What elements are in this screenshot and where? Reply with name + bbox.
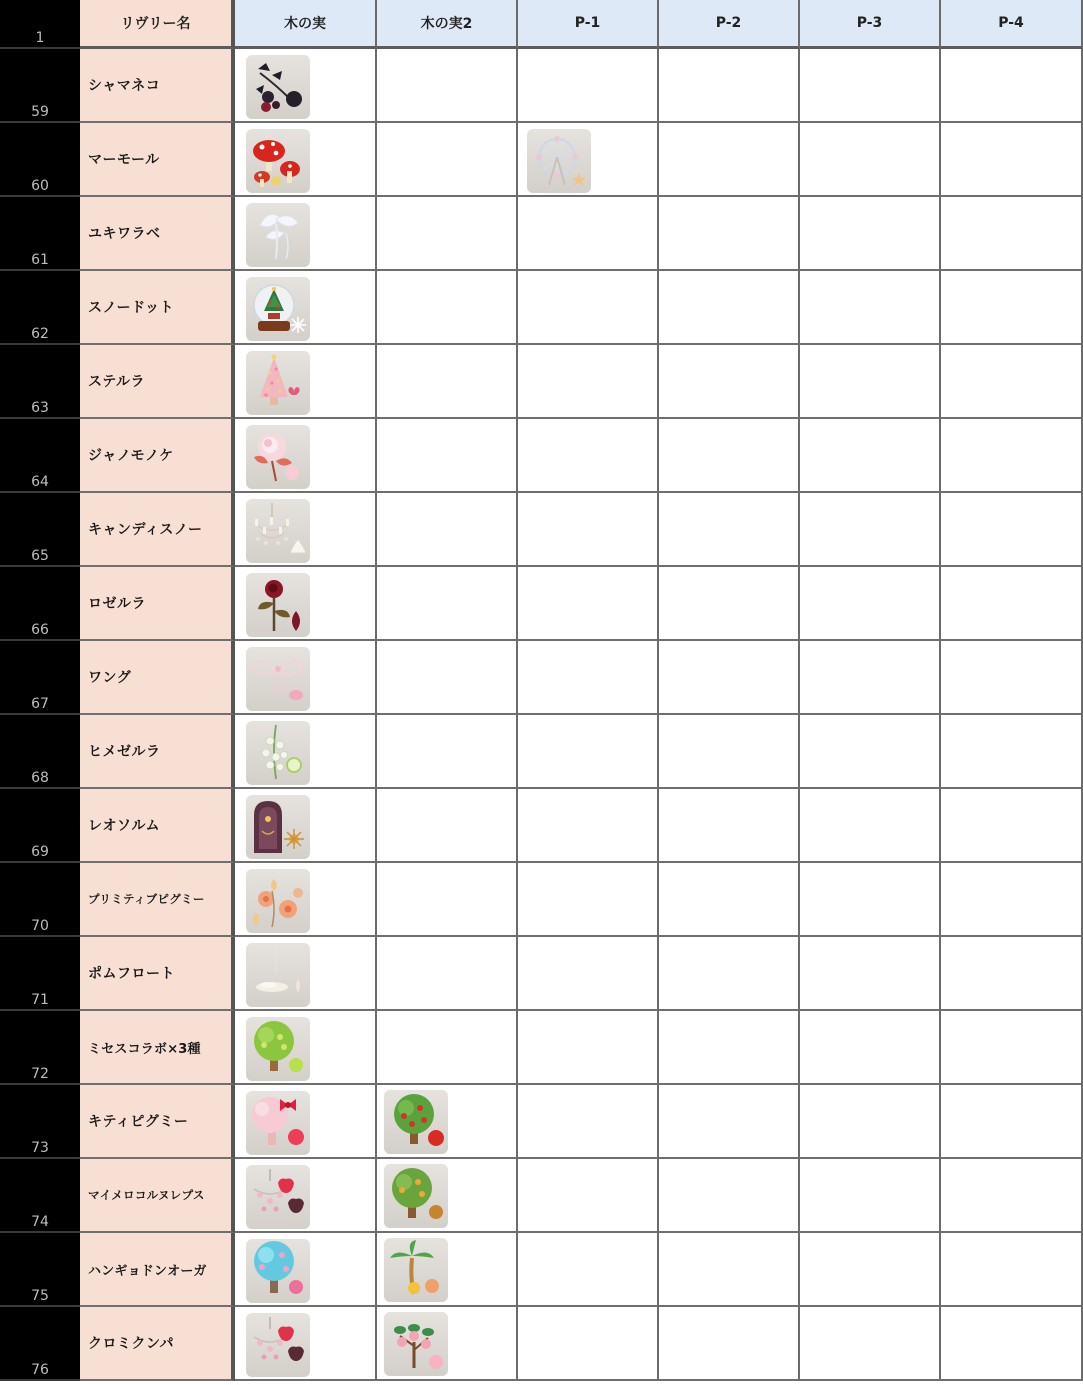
item-cell[interactable] — [800, 715, 941, 789]
row-number[interactable] — [0, 1011, 80, 1085]
row-number-label: 1 — [35, 30, 45, 46]
red-mushroom-icon — [246, 129, 310, 193]
item-cell[interactable] — [800, 567, 941, 641]
livly-name-cell[interactable]: ポムフロート — [80, 937, 235, 1011]
autumn-flowers-icon — [246, 869, 310, 933]
row-number[interactable] — [0, 419, 80, 493]
item-cell[interactable] — [800, 1233, 941, 1307]
item-cell[interactable] — [235, 271, 377, 345]
row-number[interactable] — [0, 1085, 80, 1159]
item-cell[interactable] — [941, 715, 1083, 789]
item-cell[interactable] — [518, 863, 659, 937]
item-cell[interactable] — [518, 419, 659, 493]
item-cell[interactable] — [235, 49, 377, 123]
livly-name-cell[interactable]: マーモール — [80, 123, 235, 197]
item-cell[interactable] — [941, 419, 1083, 493]
item-cell[interactable] — [659, 863, 800, 937]
row-number-header[interactable] — [0, 0, 80, 49]
item-cell[interactable] — [518, 641, 659, 715]
item-cell[interactable] — [800, 345, 941, 419]
strawberry-chandelier-icon — [246, 1165, 310, 1229]
item-cell[interactable] — [377, 715, 518, 789]
row-number[interactable] — [0, 1159, 80, 1233]
item-cell[interactable] — [235, 1307, 377, 1381]
livly-name-cell[interactable]: ユキワラベ — [80, 197, 235, 271]
row-number-label: 61 — [31, 252, 49, 268]
item-cell[interactable] — [800, 197, 941, 271]
row-number[interactable] — [0, 937, 80, 1011]
item-cell[interactable] — [377, 1011, 518, 1085]
row-number-label: 69 — [31, 844, 49, 860]
palm-tree-icon — [384, 1238, 448, 1302]
item-cell[interactable] — [235, 715, 377, 789]
row-number-label: 67 — [31, 696, 49, 712]
item-cell[interactable] — [941, 641, 1083, 715]
item-cell[interactable] — [659, 789, 800, 863]
ferris-wheel-icon — [527, 129, 591, 193]
row-number[interactable] — [0, 567, 80, 641]
item-cell[interactable] — [518, 493, 659, 567]
item-cell[interactable] — [941, 1011, 1083, 1085]
row-number-label: 70 — [31, 918, 49, 934]
item-cell[interactable] — [235, 345, 377, 419]
item-cell[interactable] — [800, 1159, 941, 1233]
item-cell[interactable] — [518, 1159, 659, 1233]
row-number-label: 66 — [31, 622, 49, 638]
white-flower-branch-icon — [246, 721, 310, 785]
row-number-label: 62 — [31, 326, 49, 342]
item-cell[interactable] — [518, 49, 659, 123]
column-header[interactable]: 木の実 — [235, 0, 377, 49]
blackberry-branch-icon — [246, 55, 310, 119]
item-cell[interactable] — [377, 1085, 518, 1159]
item-cell[interactable] — [659, 1307, 800, 1381]
livly-name-cell[interactable]: ハンギョドンオーガ — [80, 1233, 235, 1307]
item-cell[interactable] — [518, 1011, 659, 1085]
row-number-label: 60 — [31, 178, 49, 194]
item-cell[interactable] — [800, 1307, 941, 1381]
row-number[interactable] — [0, 345, 80, 419]
item-cell[interactable] — [659, 1233, 800, 1307]
item-cell[interactable] — [659, 197, 800, 271]
item-cell[interactable] — [518, 197, 659, 271]
row-number[interactable] — [0, 1307, 80, 1381]
item-cell[interactable] — [659, 419, 800, 493]
row-number-label: 74 — [31, 1214, 49, 1230]
item-cell[interactable] — [800, 123, 941, 197]
row-number[interactable] — [0, 123, 80, 197]
item-cell[interactable] — [518, 271, 659, 345]
item-cell[interactable] — [659, 1085, 800, 1159]
livly-name-cell[interactable]: ヒメゼルラ — [80, 715, 235, 789]
item-cell[interactable] — [518, 123, 659, 197]
row-number-label: 72 — [31, 1066, 49, 1082]
livly-name-cell[interactable]: ワング — [80, 641, 235, 715]
green-apple-tree-icon — [246, 1017, 310, 1081]
item-cell[interactable] — [235, 641, 377, 715]
item-cell[interactable] — [518, 1085, 659, 1159]
livly-name-cell[interactable]: マイメロコルヌレプス — [80, 1159, 235, 1233]
pink-wings-icon — [246, 647, 310, 711]
item-cell[interactable] — [800, 789, 941, 863]
item-cell[interactable] — [659, 49, 800, 123]
fruit-tree-icon — [384, 1164, 448, 1228]
item-cell[interactable] — [518, 1233, 659, 1307]
livly-name-cell[interactable]: ジャノモノケ — [80, 419, 235, 493]
arched-door-icon — [246, 795, 310, 859]
item-cell[interactable] — [518, 937, 659, 1011]
row-number-label: 64 — [31, 474, 49, 490]
blue-hydrangea-tree-icon — [246, 1239, 310, 1303]
pink-ribbon-tree-icon — [246, 1091, 310, 1155]
item-cell[interactable] — [235, 1085, 377, 1159]
livly-name-cell[interactable]: ロゼルラ — [80, 567, 235, 641]
pink-christmas-tree-icon — [246, 351, 310, 415]
item-cell[interactable] — [377, 123, 518, 197]
column-header[interactable]: P-4 — [941, 0, 1083, 49]
item-cell[interactable] — [659, 1159, 800, 1233]
item-cell[interactable] — [377, 1233, 518, 1307]
item-cell[interactable] — [800, 641, 941, 715]
item-cell[interactable] — [659, 123, 800, 197]
item-cell[interactable] — [235, 567, 377, 641]
item-cell[interactable] — [941, 271, 1083, 345]
item-cell[interactable] — [659, 271, 800, 345]
item-cell[interactable] — [377, 641, 518, 715]
item-cell[interactable] — [941, 197, 1083, 271]
item-cell[interactable] — [377, 271, 518, 345]
item-cell[interactable] — [941, 1307, 1083, 1381]
item-cell[interactable] — [659, 641, 800, 715]
item-cell[interactable] — [659, 1011, 800, 1085]
row-number[interactable] — [0, 641, 80, 715]
column-header[interactable]: P-1 — [518, 0, 659, 49]
row-number-label: 68 — [31, 770, 49, 786]
livly-name-cell[interactable]: レオソルム — [80, 789, 235, 863]
item-cell[interactable] — [941, 937, 1083, 1011]
item-cell[interactable] — [235, 419, 377, 493]
item-cell[interactable] — [377, 863, 518, 937]
item-cell[interactable] — [377, 789, 518, 863]
item-cell[interactable] — [235, 197, 377, 271]
item-cell[interactable] — [377, 937, 518, 1011]
row-number[interactable] — [0, 715, 80, 789]
row-number-label: 76 — [31, 1362, 49, 1378]
item-cell[interactable] — [518, 715, 659, 789]
item-cell[interactable] — [800, 1011, 941, 1085]
item-cell[interactable] — [800, 863, 941, 937]
peach-tree-icon — [384, 1312, 448, 1376]
item-cell[interactable] — [377, 493, 518, 567]
row-number-label: 65 — [31, 548, 49, 564]
chandelier-icon — [246, 499, 310, 563]
item-cell[interactable] — [659, 715, 800, 789]
column-header[interactable]: P-2 — [659, 0, 800, 49]
item-cell[interactable] — [377, 1307, 518, 1381]
row-number[interactable] — [0, 863, 80, 937]
item-cell[interactable] — [377, 419, 518, 493]
item-cell[interactable] — [941, 345, 1083, 419]
item-cell[interactable] — [377, 567, 518, 641]
row-number-label: 59 — [31, 104, 49, 120]
item-cell[interactable] — [800, 49, 941, 123]
item-cell[interactable] — [377, 197, 518, 271]
item-cell[interactable] — [941, 1233, 1083, 1307]
column-header[interactable]: P-3 — [800, 0, 941, 49]
item-cell[interactable] — [235, 123, 377, 197]
item-cell[interactable] — [941, 863, 1083, 937]
item-cell[interactable] — [659, 937, 800, 1011]
pale-float-icon — [246, 943, 310, 1007]
snow-globe-icon — [246, 277, 310, 341]
item-cell[interactable] — [235, 1011, 377, 1085]
row-number-label: 63 — [31, 400, 49, 416]
strawberry-chandelier-icon — [246, 1313, 310, 1377]
item-cell[interactable] — [235, 493, 377, 567]
item-cell[interactable] — [377, 49, 518, 123]
item-cell[interactable] — [377, 1159, 518, 1233]
item-cell[interactable] — [518, 1307, 659, 1381]
item-cell[interactable] — [518, 345, 659, 419]
row-number-label: 73 — [31, 1140, 49, 1156]
item-cell[interactable] — [235, 1233, 377, 1307]
row-number[interactable] — [0, 1233, 80, 1307]
livly-name-cell[interactable]: シャマネコ — [80, 49, 235, 123]
item-cell[interactable] — [941, 567, 1083, 641]
item-cell[interactable] — [659, 345, 800, 419]
row-number[interactable] — [0, 197, 80, 271]
item-cell[interactable] — [235, 789, 377, 863]
row-number[interactable] — [0, 789, 80, 863]
peony-flower-icon — [246, 425, 310, 489]
item-cell[interactable] — [518, 789, 659, 863]
row-number[interactable] — [0, 49, 80, 123]
livly-name-cell[interactable]: ミセスコラボ×3種 — [80, 1011, 235, 1085]
livly-name-cell[interactable]: プリミティブピグミー — [80, 863, 235, 937]
row-number[interactable] — [0, 493, 80, 567]
row-number-label: 75 — [31, 1288, 49, 1304]
livly-name-cell[interactable]: クロミクンパ — [80, 1307, 235, 1381]
item-cell[interactable] — [377, 345, 518, 419]
white-leaves-icon — [246, 203, 310, 267]
item-cell[interactable] — [235, 1159, 377, 1233]
item-cell[interactable] — [800, 271, 941, 345]
dark-rose-icon — [246, 573, 310, 637]
row-number[interactable] — [0, 271, 80, 345]
item-cell[interactable] — [800, 1085, 941, 1159]
item-cell[interactable] — [941, 1159, 1083, 1233]
livly-name-cell[interactable]: キティピグミー — [80, 1085, 235, 1159]
red-apple-tree-icon — [384, 1090, 448, 1154]
item-cell[interactable] — [800, 937, 941, 1011]
item-cell[interactable] — [941, 789, 1083, 863]
item-cell[interactable] — [235, 937, 377, 1011]
livly-name-cell[interactable]: キャンディスノー — [80, 493, 235, 567]
item-cell[interactable] — [659, 567, 800, 641]
item-cell[interactable] — [800, 493, 941, 567]
item-cell[interactable] — [235, 863, 377, 937]
livly-name-cell[interactable]: ステルラ — [80, 345, 235, 419]
item-cell[interactable] — [941, 1085, 1083, 1159]
column-header[interactable]: 木の実2 — [377, 0, 518, 49]
item-cell[interactable] — [941, 123, 1083, 197]
item-cell[interactable] — [941, 493, 1083, 567]
item-cell[interactable] — [941, 49, 1083, 123]
item-cell[interactable] — [800, 419, 941, 493]
column-header-livly-name[interactable]: リヴリー名 — [80, 0, 235, 49]
row-number-label: 71 — [31, 992, 49, 1008]
livly-name-cell[interactable]: スノードット — [80, 271, 235, 345]
item-cell[interactable] — [518, 567, 659, 641]
item-cell[interactable] — [659, 493, 800, 567]
